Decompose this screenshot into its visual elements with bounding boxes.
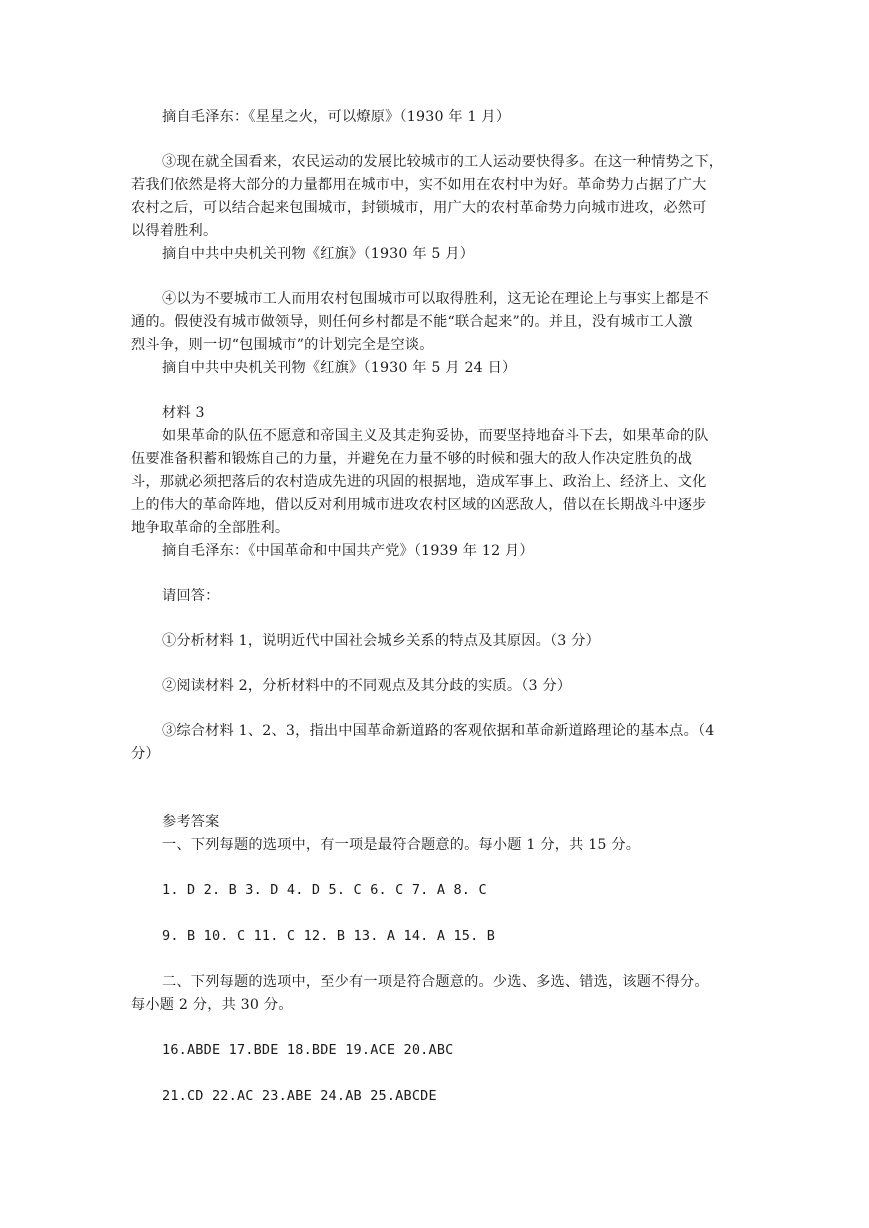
answer-row: 1. D 2. B 3. D 4. D 5. C 6. C 7. A 8. C (162, 882, 487, 898)
question-item: ②阅读材料 2，分析材料中的不同观点及其分歧的实质。（3 分） (162, 678, 572, 694)
paragraph-line: ④以为不要城市工人而用农村包围城市可以取得胜利，这无论在理论上与事实上都是不 (162, 291, 709, 307)
paragraph-line: 斗，那就必须把落后的农村造成先进的巩固的根据地，造成军事上、政治上、经济上、文化 (131, 474, 707, 490)
paragraph-line: 上的伟大的革命阵地，借以反对利用城市进攻农村区域的凶恶敌人，借以在长期战斗中逐步 (131, 497, 707, 513)
paragraph-line: 通的。假使没有城市做领导，则任何乡村都是不能“联合起来”的。并且，没有城市工人激 (131, 314, 693, 330)
question-item: ③综合材料 1、2、3，指出中国革命新道路的客观依据和革命新道路理论的基本点。（4 (162, 723, 715, 739)
question-item: ①分析材料 1，说明近代中国社会城乡关系的特点及其原因。（3 分） (162, 633, 601, 649)
question-prompt: 请回答： (162, 588, 220, 604)
answer-heading: 参考答案 (162, 814, 220, 830)
paragraph-line: ③现在就全国看来，农民运动的发展比较城市的工人运动要快得多。在这一种情势之下， (162, 154, 724, 170)
answer-section-title: 二、下列每题的选项中，至少有一项是符合题意的。少选、多选、错选，该题不得分。 (162, 974, 709, 990)
paragraph-line: 烈斗争，则一切“包围城市”的计划完全是空谈。 (131, 337, 434, 353)
source-citation: 摘自中共中央机关刊物《红旗》（1930 年 5 月） (162, 246, 475, 262)
source-citation: 摘自毛泽东：《中国革命和中国共产党》（1939 年 12 月） (162, 543, 534, 559)
answer-row: 16.ABDE 17.BDE 18.BDE 19.ACE 20.ABC (162, 1042, 454, 1058)
paragraph-line: 伍要准备积蓄和锻炼自己的力量，并避免在力量不够的时候和强大的敌人作决定胜负的战 (131, 451, 693, 467)
answer-section-title: 一、下列每题的选项中，有一项是最符合题意的。每小题 1 分，共 15 分。 (162, 837, 641, 853)
paragraph-line: 如果革命的队伍不愿意和帝国主义及其走狗妥协，而要坚持地奋斗下去，如果革命的队 (162, 428, 709, 444)
paragraph-line: 以得着胜利。 (131, 223, 218, 239)
paragraph-line: 地争取革命的全部胜利。 (131, 520, 290, 536)
question-item: 分） (131, 746, 160, 762)
answer-row: 21.CD 22.AC 23.ABE 24.AB 25.ABCDE (162, 1088, 437, 1104)
section-heading: 材料 3 (162, 405, 205, 421)
source-citation: 摘自中共中央机关刊物《红旗》（1930 年 5 月 24 日） (162, 360, 517, 376)
answer-row: 9. B 10. C 11. C 12. B 13. A 14. A 15. B (162, 928, 496, 944)
answer-section-title: 每小题 2 分，共 30 分。 (131, 997, 293, 1013)
paragraph-line: 农村之后，可以结合起来包围城市，封锁城市，用广大的农村革命势力向城市进攻，必然可 (131, 200, 707, 216)
source-citation: 摘自毛泽东：《星星之火，可以燎原》（1930 年 1 月） (162, 109, 511, 125)
paragraph-line: 若我们依然是将大部分的力量都用在城市中，实不如用在农村中为好。革命势力占据了广大 (131, 177, 707, 193)
